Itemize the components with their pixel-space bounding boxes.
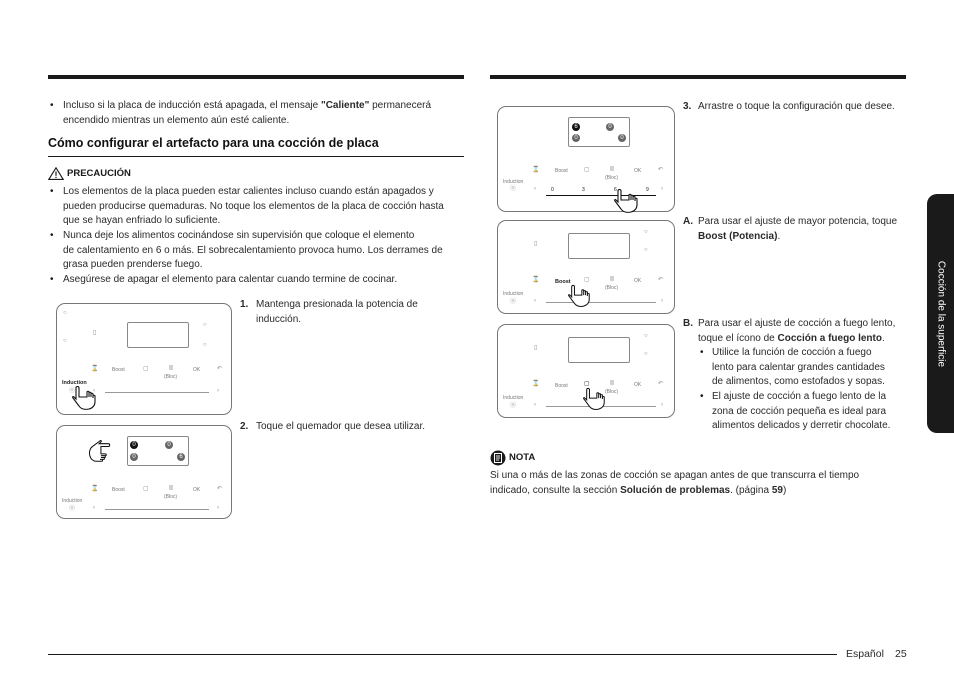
step-3-number: 3.	[683, 101, 692, 112]
bullet-dot: •	[50, 230, 54, 241]
ok-label: OK	[193, 367, 201, 373]
step-b-subitem-2: El ajuste de cocción a fuego lento de la zona de cocción pequeña es ideal para alimentos delicados y derretir chocolate.	[712, 391, 891, 431]
induction-power-icon: ⓪	[69, 388, 76, 394]
footer-page-number: 25	[895, 648, 907, 660]
note-text: Si una o más de las zonas de cocción se apagan antes de que transcurra el tiempo indicado, consulte la sección Solución de problemas. (página 59)	[490, 470, 860, 496]
pause-label: II	[610, 380, 614, 387]
bullet-dot: •	[50, 100, 54, 111]
back-icon: ↶	[217, 366, 223, 372]
bullet-dot: •	[700, 391, 704, 402]
step-1-text: Mantenga presionada la potencia de inducción.	[256, 299, 418, 325]
scale-tick-9: 9	[646, 187, 649, 193]
power-slider	[105, 392, 209, 393]
boost-label: Boost	[555, 383, 568, 389]
step-b-text: Para usar el ajuste de cocción a fuego lento, toque el ícono de Cocción a fuego lento.	[698, 318, 896, 344]
scale-tick-0: 0	[551, 187, 554, 193]
induction-label: Induction	[503, 291, 524, 297]
warning-icon	[48, 167, 64, 180]
intro-text: Incluso si la placa de inducción está apagada, el mensaje	[63, 100, 321, 111]
burner-button[interactable]: 0	[618, 134, 626, 142]
burner-button[interactable]: 6	[572, 123, 580, 131]
pointing-hand-icon	[583, 387, 607, 411]
power-slider	[105, 509, 209, 510]
simmer-icon: ▢	[584, 167, 590, 173]
step-2-text: Toque el quemador que desea utilizar.	[256, 421, 426, 432]
pointing-hand-icon	[614, 188, 640, 214]
ok-label: OK	[634, 168, 642, 174]
simmer-icon[interactable]: ▢	[584, 381, 590, 387]
back-icon: ↶	[658, 277, 664, 283]
chevron-left-icon: ‹	[93, 388, 95, 394]
scale-tick-3: 3	[582, 187, 585, 193]
burner-button[interactable]: 6	[177, 453, 185, 461]
caution-item-2: Nunca deje los alimentos cocinándose sin supervisión que coloque el elemento de calentamiento en 6 o más. El sobrecalentamiento provoca humo. Los derrames de grasa pueden prenderse fuego.	[63, 230, 443, 270]
panel-display	[568, 233, 630, 259]
chevron-left-icon: ‹	[93, 505, 95, 511]
boost-label: Boost	[112, 367, 125, 373]
simmer-icon: ▢	[584, 277, 590, 283]
burner-indicator-icon: ○	[644, 247, 648, 253]
panel-display	[568, 337, 630, 363]
pause-sub-label: (Bloc)	[605, 175, 619, 181]
timer-icon: ⌛	[532, 167, 540, 173]
footer-language: Español	[846, 648, 884, 660]
side-tab-label: Cocción de la superficie	[935, 260, 946, 367]
ok-label: OK	[634, 278, 642, 284]
induction-label: Induction	[62, 380, 87, 386]
scale-tick-6: 6	[614, 187, 617, 193]
ok-label: OK	[634, 382, 642, 388]
cooktop-panel-step2	[56, 425, 232, 519]
heading-rule	[48, 156, 464, 157]
panel-display	[568, 117, 630, 147]
chevron-left-icon: ‹	[534, 402, 536, 408]
pause-sub-label: (Bloc)	[164, 374, 178, 380]
panel-display	[127, 322, 189, 348]
chevron-right-icon: ›	[217, 505, 219, 511]
section-side-tab	[927, 194, 954, 433]
pointing-hand-icon	[72, 385, 98, 411]
intro-bold: "Caliente"	[320, 100, 370, 111]
step-3-text: Arrastre o toque la configuración que desee.	[698, 101, 895, 112]
panel-display	[127, 436, 189, 466]
intro-bullet	[63, 99, 463, 128]
step-b-subitem-1: Utilice la función de cocción a fuego lento para calentar grandes cantidades de alimentos, como estofados y sopas.	[712, 347, 885, 387]
timer-icon: ⌛	[532, 381, 540, 387]
burner-indicator-icon: ○	[203, 342, 207, 348]
burner-indicator-icon: ○	[644, 229, 648, 235]
section-heading: Cómo configurar el artefacto para una cocción de placa	[48, 136, 379, 150]
bullet-dot: •	[700, 347, 704, 358]
pause-label: II	[169, 365, 173, 372]
timer-icon: ⌛	[91, 366, 99, 372]
boost-label[interactable]: Boost	[555, 279, 571, 285]
boost-label: Boost	[555, 168, 568, 174]
pointing-hand-icon	[88, 440, 112, 464]
top-rule-left	[48, 75, 464, 79]
bullet-dot: •	[50, 186, 54, 197]
burner-button[interactable]: 0	[572, 134, 580, 142]
chevron-right-icon: ›	[661, 186, 663, 192]
timer-icon: ⌛	[91, 486, 99, 492]
induction-power-icon: ⓪	[510, 299, 517, 305]
footer-rule	[48, 654, 837, 655]
caution-label: PRECAUCIÓN	[67, 168, 131, 179]
induction-label: Induction	[503, 179, 524, 185]
pause-sub-label: (Bloc)	[605, 389, 619, 395]
burner-indicator-icon: ○	[203, 322, 207, 328]
caution-item-1: Los elementos de la placa pueden estar calientes incluso cuando están apagados y pueden producirse quemaduras. No toque los elementos de la placa de cocción hasta que se hayan enfriado lo suficiente.	[63, 186, 444, 226]
induction-power-icon: ⓪	[69, 506, 76, 512]
boost-label: Boost	[112, 487, 125, 493]
back-icon: ↶	[217, 486, 223, 492]
note-icon	[490, 450, 506, 466]
page-reference[interactable]: 59	[771, 484, 783, 496]
back-icon: ↶	[658, 167, 664, 173]
power-slider	[546, 302, 656, 303]
top-rule-right	[490, 75, 906, 79]
step-a-text: Para usar el ajuste de mayor potencia, toque Boost (Potencia).	[698, 216, 898, 242]
pause-label: II	[610, 276, 614, 283]
ok-label: OK	[193, 487, 201, 493]
burner-indicator-icon: ○	[644, 351, 648, 357]
troubleshooting-link[interactable]: Solución de problemas	[620, 484, 731, 496]
pause-sub-label: (Bloc)	[164, 494, 178, 500]
power-indicator-icon: ○	[63, 310, 67, 316]
back-icon: ↶	[658, 381, 664, 387]
pause-sub-label: (Bloc)	[605, 285, 619, 291]
simmer-icon: ▢	[143, 366, 149, 372]
burner-indicator-icon: ▯	[534, 345, 538, 351]
step-1-number: 1.	[240, 299, 249, 310]
burner-button[interactable]: 0	[606, 123, 614, 131]
burner-button[interactable]: 0	[130, 453, 138, 461]
cooktop-panel-step3	[497, 106, 675, 212]
burner-button[interactable]: 0	[165, 441, 173, 449]
burner-indicator-icon: ▯	[534, 241, 538, 247]
chevron-left-icon: ‹	[534, 186, 536, 192]
intro-line2: encendido mientras un elemento aún esté caliente.	[63, 114, 290, 126]
burner-indicator-icon: ○	[644, 333, 648, 339]
induction-power-icon: ⓪	[510, 403, 517, 409]
step-2-number: 2.	[240, 421, 249, 432]
pause-label: II	[610, 166, 614, 173]
intro-text-end: permanecerá	[369, 100, 432, 111]
power-indicator-icon: ○	[63, 338, 67, 344]
induction-label: Induction	[62, 498, 83, 504]
step-b-label: B.	[683, 318, 693, 329]
timer-icon: ⌛	[532, 277, 540, 283]
induction-label: Induction	[503, 395, 524, 401]
chevron-right-icon: ›	[217, 388, 219, 394]
burner-button[interactable]: 0	[130, 441, 138, 449]
pause-label: II	[169, 485, 173, 492]
step-a-label: A.	[683, 216, 693, 227]
note-label: NOTA	[509, 452, 536, 463]
chevron-right-icon: ›	[661, 402, 663, 408]
pointing-hand-icon	[568, 284, 592, 308]
simmer-icon: ▢	[143, 486, 149, 492]
chevron-left-icon: ‹	[534, 298, 536, 304]
caution-item-3: Asegúrese de apagar el elemento para calentar cuando termine de cocinar.	[63, 274, 398, 285]
chevron-right-icon: ›	[661, 298, 663, 304]
bullet-dot: •	[50, 274, 54, 285]
burner-indicator-icon: ▯	[93, 330, 97, 336]
induction-power-icon: ⓪	[510, 186, 517, 192]
